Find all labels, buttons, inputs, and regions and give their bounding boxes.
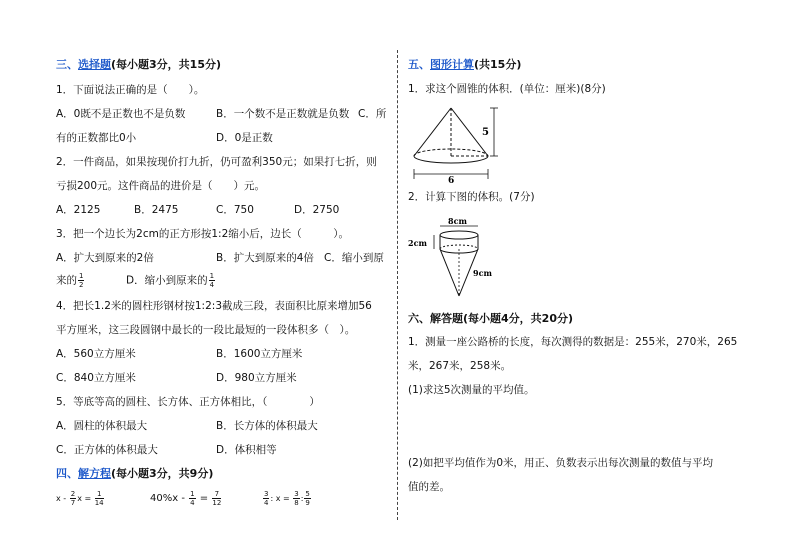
operator: - <box>181 493 185 504</box>
denominator: 8 <box>294 499 299 507</box>
q3-option-c[interactable]: C．缩小到原 <box>324 252 384 264</box>
problem-1-line-1: 1．测量一座公路桥的长度，每次测得的数据是：255米，270米，265 <box>408 336 738 348</box>
problem-1-line-2: 米，267米，258米。 <box>408 360 512 372</box>
section-title: 解答题 <box>430 312 463 325</box>
q5-option-d[interactable]: D．体积相等 <box>216 444 277 456</box>
q2-option-a[interactable]: A．2125 <box>56 204 101 216</box>
section-note: (每小题4分，共20分) <box>463 312 574 325</box>
cone-side-left <box>414 108 451 156</box>
numerator: 3 <box>264 490 269 498</box>
fraction <box>78 272 84 289</box>
q4-option-d[interactable]: D．980立方厘米 <box>216 372 297 384</box>
q2-stem-1: 2．一件商品，如果按现价打九折，仍可盈利350元；如果打七折，则 <box>56 156 377 168</box>
q1-option-d[interactable]: D．0是正数 <box>216 132 273 144</box>
section-title: 解方程 <box>78 467 111 480</box>
numerator: 1 <box>209 272 215 280</box>
denominator: 12 <box>212 498 222 507</box>
numerator: 1 <box>190 489 195 498</box>
figure-q2: 2．计算下图的体积。(7分) <box>408 191 535 203</box>
q5-option-a[interactable]: A．圆柱的体积最大 <box>56 420 148 432</box>
ratio: : x <box>270 494 281 503</box>
denominator: 4 <box>264 499 269 507</box>
equation-1 <box>56 488 105 510</box>
fraction <box>189 490 195 507</box>
section-6-heading <box>408 312 573 326</box>
q3-option-c-cont <box>56 272 85 289</box>
fraction <box>70 490 76 507</box>
fraction <box>263 490 269 507</box>
q4-stem-1: 4．把长1.2米的圆柱形钢材按1:2:3截成三段，表面积比原来增加56 <box>56 300 372 312</box>
q4-option-a[interactable]: A．560立方厘米 <box>56 348 136 360</box>
column-divider <box>397 50 398 520</box>
fraction <box>304 490 310 507</box>
section-title: 选择题 <box>78 58 111 71</box>
cone1-height-label: 5 <box>482 127 489 138</box>
cone-side-left <box>440 249 459 296</box>
q3-d-prefix: D．缩小到原来的 <box>126 274 208 287</box>
q1-option-c-cont: 有的正数都比0小 <box>56 132 137 144</box>
denominator: 9 <box>305 499 310 507</box>
cylinder-cone-figure <box>408 218 518 302</box>
cone1-diameter-label: 6 <box>448 176 455 184</box>
fraction <box>209 272 215 289</box>
ratio-colon: : <box>300 494 304 503</box>
q2-stem-2: 亏损200元。这件商品的进价是（ ）元。 <box>56 180 266 192</box>
var: x <box>56 494 61 503</box>
equals: = <box>283 494 290 503</box>
q3-c-prefix: 来的 <box>56 274 77 287</box>
q1-option-a[interactable]: A．0既不是正数也不是负数 <box>56 108 186 120</box>
equation-2 <box>150 488 222 510</box>
top-diameter-label: 8cm <box>448 218 467 226</box>
denominator: 7 <box>70 499 76 507</box>
q2-option-b[interactable]: B．2475 <box>134 204 179 216</box>
equals: = <box>199 493 209 504</box>
cylinder-bottom-back <box>440 245 478 249</box>
q4-stem-2: 平方厘米，这三段圆钢中最长的一段比最短的一段体积多（ ）。 <box>56 324 356 336</box>
operator: - <box>63 494 67 503</box>
section-note: (每小题3分，共9分) <box>111 467 214 480</box>
section-number: 四、 <box>56 467 78 480</box>
cylinder-top <box>440 231 478 239</box>
var: x <box>77 494 82 503</box>
equals: = <box>84 494 92 503</box>
fraction <box>95 490 104 507</box>
q2-option-d[interactable]: D．2750 <box>294 204 340 216</box>
section-number: 三、 <box>56 58 78 71</box>
section-title: 图形计算 <box>430 58 474 71</box>
section-note: (共15分) <box>474 58 522 71</box>
fraction <box>293 490 299 507</box>
q5-option-b[interactable]: B．长方体的体积最大 <box>216 420 318 432</box>
problem-1-part-2: (2)如把平均值作为0米，用正、负数表示出每次测量的数值与平均 <box>408 457 714 469</box>
cylinder-height-label: 2cm <box>408 238 427 248</box>
figure-q1: 1．求这个圆锥的体积．(单位：厘米)(8分) <box>408 83 606 95</box>
denominator: 4 <box>209 281 215 289</box>
equation-3 <box>262 488 312 510</box>
section-3-heading <box>56 58 221 72</box>
section-number: 五、 <box>408 58 430 71</box>
section-4-heading <box>56 467 213 481</box>
section-note: (每小题3分，共15分) <box>111 58 222 71</box>
numerator: 1 <box>95 490 104 499</box>
cone-base-front <box>414 156 488 163</box>
q5-stem: 5．等底等高的圆柱、长方体、正方体相比，（ ） <box>56 396 320 408</box>
denominator: 4 <box>190 498 195 507</box>
numerator: 7 <box>212 490 221 499</box>
problem-1-part-1: (1)求这5次测量的平均值。 <box>408 384 535 396</box>
fraction <box>212 490 221 507</box>
q3-option-b[interactable]: B．扩大到原来的4倍 <box>216 252 314 264</box>
q3-option-a[interactable]: A．扩大到原来的2倍 <box>56 252 154 264</box>
numerator: 1 <box>79 272 84 280</box>
numerator: 5 <box>305 490 310 498</box>
q1-option-b[interactable]: B．一个数不是正数就是负数 <box>216 108 350 120</box>
denominator: 2 <box>79 281 84 289</box>
q4-option-c[interactable]: C．840立方厘米 <box>56 372 136 384</box>
numerator: 2 <box>70 490 76 498</box>
q5-option-c[interactable]: C．正方体的体积最大 <box>56 444 158 456</box>
cone-figure-1 <box>408 100 508 184</box>
q1-stem: 1．下面说法正确的是（ ）。 <box>56 84 205 96</box>
term: 40%x <box>150 493 179 504</box>
q3-stem: 3．把一个边长为2cm的正方形按1:2缩小后，边长（ ）。 <box>56 228 350 240</box>
problem-1-part-2-cont: 值的差。 <box>408 481 450 493</box>
q4-option-b[interactable]: B．1600立方厘米 <box>216 348 303 360</box>
q2-option-c[interactable]: C．750 <box>216 204 254 216</box>
section-number: 六、 <box>408 312 430 325</box>
section-5-heading <box>408 58 521 72</box>
cone-height-label: 9cm <box>473 268 492 278</box>
q3-option-d[interactable] <box>126 272 216 289</box>
denominator: 14 <box>94 499 104 507</box>
q1-option-c[interactable]: C．所 <box>358 108 387 120</box>
numerator: 3 <box>294 490 299 498</box>
